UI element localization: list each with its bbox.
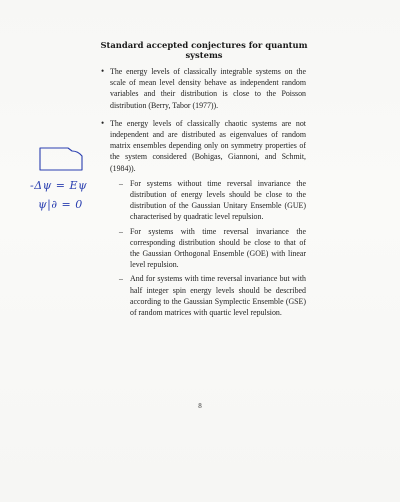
- bullet-list: [100, 66, 306, 325]
- document-title: Standard accepted conjectures for quantum systems: [100, 40, 308, 60]
- dash-marker: –: [119, 274, 123, 284]
- sub-item-text: For systems with time reversal invariance the corresponding distribution should be close to that of the Gaussian Orthogonal Ensemble (GOE) with linear level repulsion.: [130, 226, 306, 270]
- dash-marker: –: [119, 178, 123, 188]
- bullet-marker: •: [101, 66, 105, 76]
- sub-list-item: [110, 178, 306, 223]
- bullet-text: The energy levels of classically integrable systems on the scale of mean level density behave as independent random variables and their distribution is close to the Poisson distribution (Berry, Tabor (1977)).: [110, 67, 306, 110]
- bullet-item: [100, 66, 306, 111]
- sub-list: [110, 178, 306, 318]
- sub-list-item: [110, 273, 306, 318]
- handwritten-boundary-condition: ψ|∂ = 0: [38, 198, 83, 211]
- bullet-item: [100, 118, 306, 318]
- page-number: 8: [198, 402, 202, 410]
- sub-list-item: [110, 226, 306, 271]
- bullet-text: The energy levels of classically chaotic systems are not independent and are distributed as eigenvalues of random matrix ensembles depending only on symmetry properties of the system considered (Bohigas, Giannoni, and Schmit, (1984)).: [110, 118, 306, 173]
- sub-item-text: For systems without time reversal invariance the distribution of energy levels should be close to the distribution of the Gaussian Unitary Ensemble (GUE) characterised by quadratic level repulsion.: [130, 178, 306, 222]
- bullet-marker: •: [101, 117, 105, 128]
- handdrawn-domain-sketch: [38, 146, 84, 172]
- sub-item-text: And for systems with time reversal invariance but with half integer spin energy levels should be described according to the Gaussian Symplectic Ensemble (GSE) of random matrices with quartic level repulsion.: [130, 274, 306, 318]
- handwritten-equation: -Δψ = Eψ: [30, 179, 88, 192]
- dash-marker: –: [119, 226, 123, 236]
